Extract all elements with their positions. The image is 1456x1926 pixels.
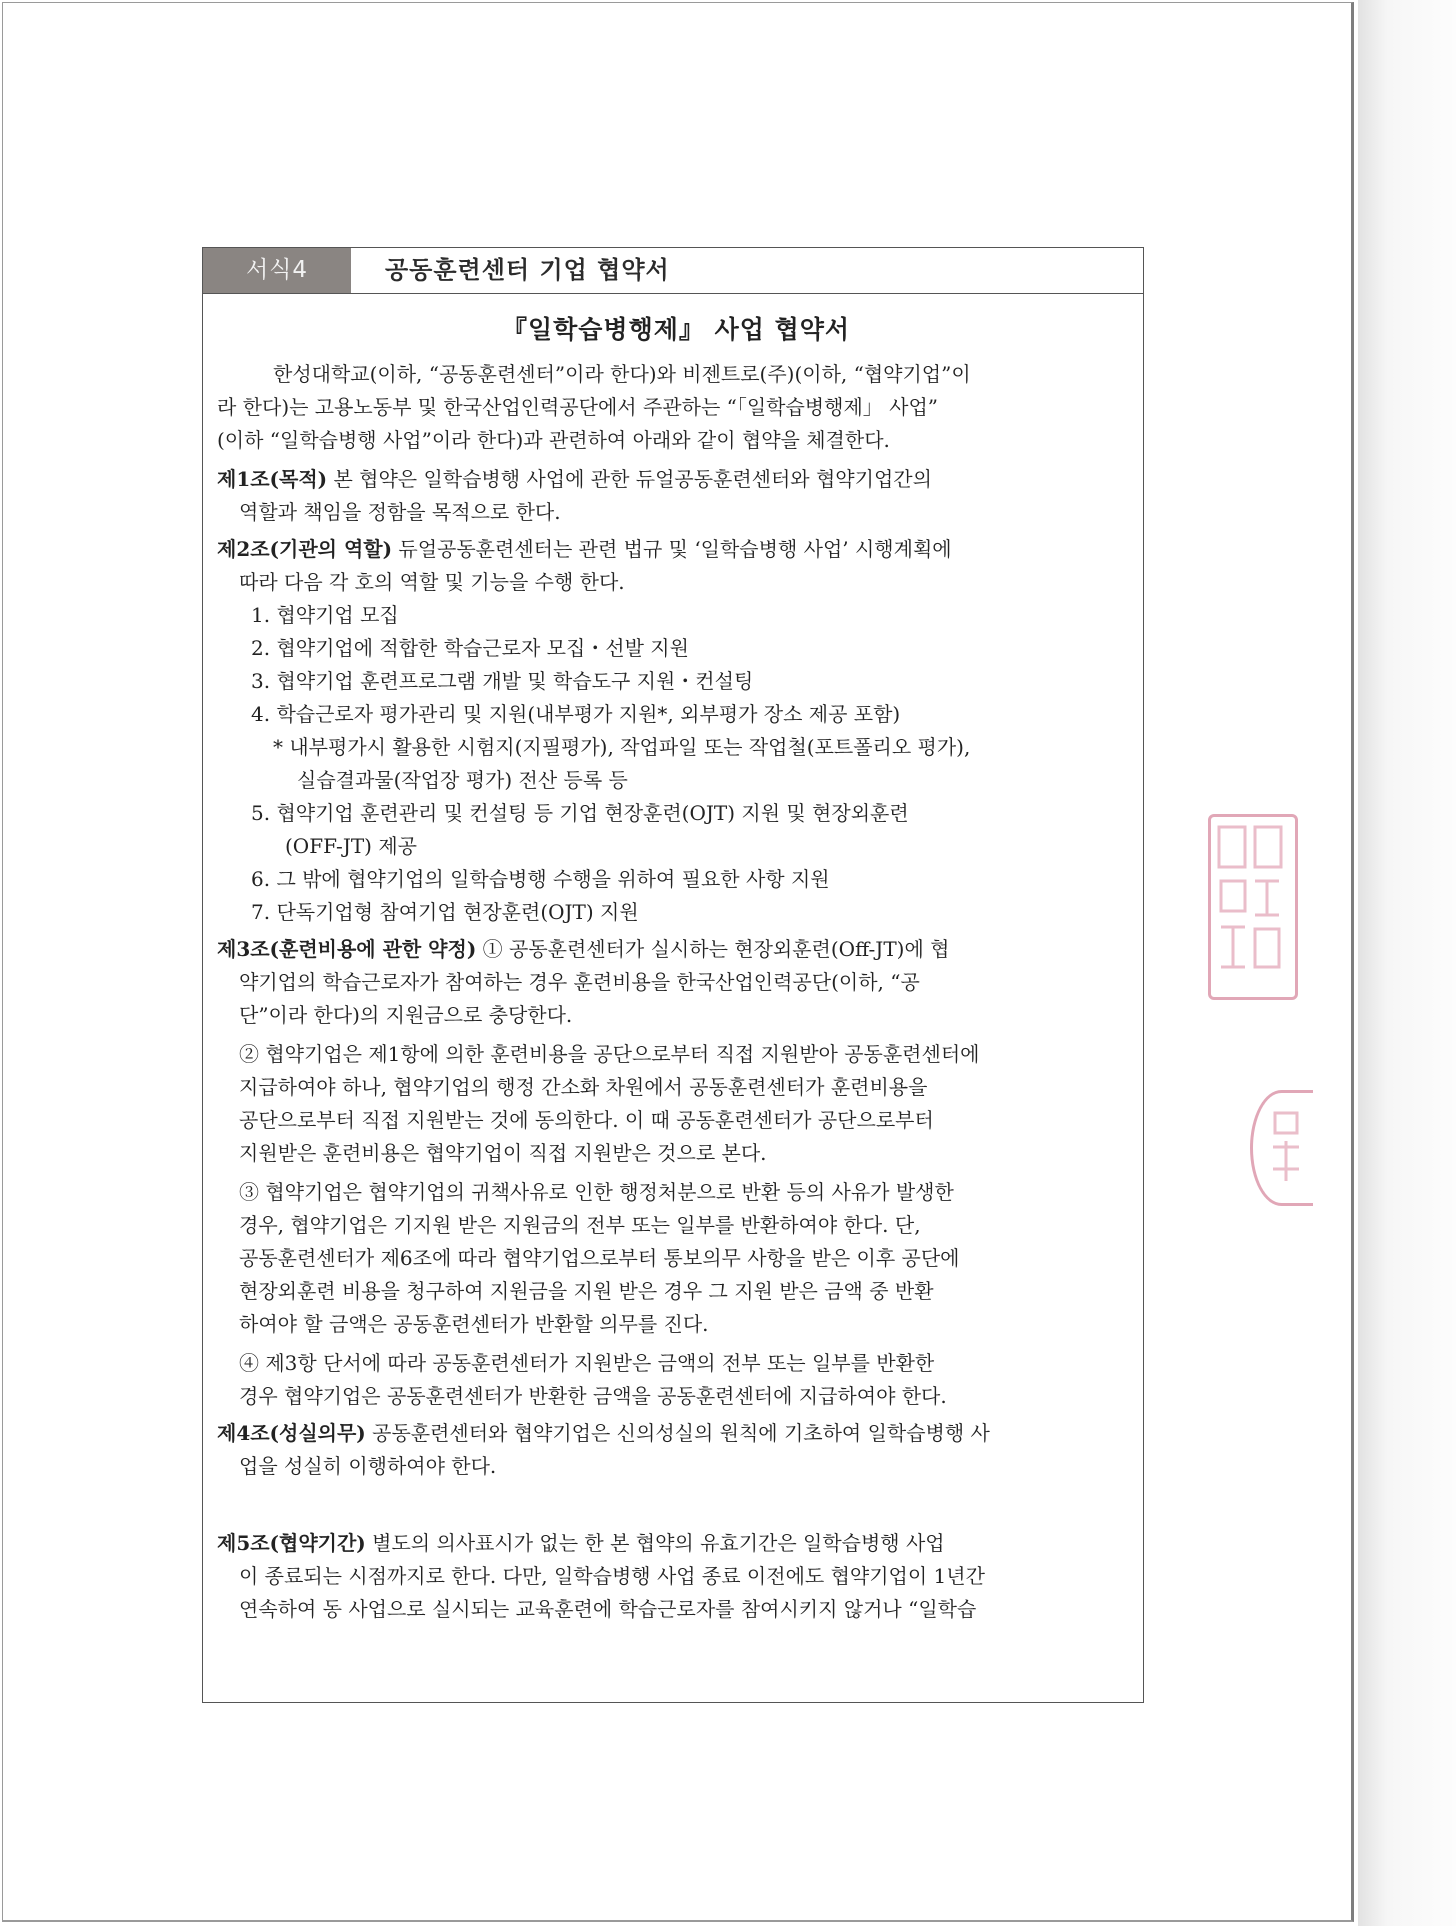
article-5 — [217, 1527, 1135, 1626]
document-title: 『일학습병행제』 사업 협약서 — [501, 315, 851, 344]
seal-stamp-graphic — [1211, 817, 1289, 991]
clause-line: 경우 협약기업은 공동훈련센터가 반환한 금액을 공동훈련센터에 지급하여야 한다. — [239, 1384, 947, 1408]
role-list — [217, 599, 1135, 929]
clause-line: ② 협약기업은 제1항에 의한 훈련비용을 공단으로부터 직접 지원받아 공동훈련센터에 — [239, 1042, 980, 1066]
page-gutter — [1358, 0, 1456, 1926]
document-body — [217, 310, 1135, 1626]
clause-line: 공단으로부터 직접 지원받는 것에 동의한다. 이 때 공동훈련센터가 공단으로부터 — [239, 1108, 934, 1132]
form-number-tab: 서식4 — [203, 248, 351, 293]
article-4-heading: 제4조(성실의무) — [217, 1421, 366, 1445]
clause-3 — [217, 1176, 1135, 1341]
intro-line: 한성대학교(이하, “공동훈련센터”이라 한다)와 비젠트로(주)(이하, “협약기업”이 — [273, 362, 971, 386]
article-line: 업을 성실히 이행하여야 한다. — [239, 1454, 497, 1478]
seal-stamp-partial-graphic — [1253, 1093, 1309, 1197]
article-3-heading: 제3조(훈련비용에 관한 약정) — [217, 937, 477, 961]
intro-paragraph — [217, 358, 1135, 457]
article-line: ① 공동훈련센터가 실시하는 현장외훈련(Off-JT)에 협 — [476, 937, 950, 961]
list-item: 2. 협약기업에 적합한 학습근로자 모집・선발 지원 — [251, 636, 689, 660]
article-line: 공동훈련센터와 협약기업은 신의성실의 원칙에 기초하여 일학습병행 사 — [365, 1421, 990, 1445]
list-item: 7. 단독기업형 참여기업 현장훈련(OJT) 지원 — [251, 900, 639, 924]
clause-line: 공동훈련센터가 제6조에 따라 협약기업으로부터 통보의무 사항을 받은 이후 공단에 — [239, 1246, 960, 1270]
article-line: 단”이라 한다)의 지원금으로 충당한다. — [239, 1003, 573, 1027]
clause-line: 하여야 할 금액은 공동훈련센터가 반환할 의무를 진다. — [239, 1312, 709, 1336]
agreement-form — [202, 247, 1144, 1703]
article-line: 역할과 책임을 정함을 목적으로 한다. — [239, 500, 561, 524]
spacer — [217, 1483, 1135, 1523]
clause-4 — [217, 1347, 1135, 1413]
list-item: 4. 학습근로자 평가관리 및 지원(내부평가 지원*, 외부평가 장소 제공 포함) — [251, 702, 901, 726]
article-1 — [217, 463, 1135, 529]
clause-line: 현장외훈련 비용을 청구하여 지원금을 지원 받은 경우 그 지원 받은 금액 중 반환 — [239, 1279, 934, 1303]
article-line: 연속하여 동 사업으로 실시되는 교육훈련에 학습근로자를 참여시키지 않거나 “일학습 — [239, 1597, 977, 1621]
clause-2 — [217, 1038, 1135, 1170]
article-line: 따라 다음 각 호의 역할 및 기능을 수행 한다. — [239, 570, 625, 594]
clause-line: 경우, 협약기업은 기지원 받은 지원금의 전부 또는 일부를 반환하여야 한다. 단, — [239, 1213, 921, 1237]
form-title: 공동훈련센터 기업 협약서 — [385, 256, 670, 284]
list-item: 5. 협약기업 훈련관리 및 컨설팅 등 기업 현장훈련(OJT) 지원 및 현장외훈련 — [251, 801, 909, 825]
footnote-line: 실습결과물(작업장 평가) 전산 등록 등 — [297, 768, 628, 792]
article-5-heading: 제5조(협약기간) — [217, 1531, 366, 1555]
list-item: 1. 협약기업 모집 — [251, 603, 399, 627]
intro-line: (이하 “일학습병행 사업”이라 한다)과 관련하여 아래와 같이 협약을 체결한다. — [217, 428, 890, 452]
clause-line: ④ 제3항 단서에 따라 공동훈련센터가 지원받은 금액의 전부 또는 일부를 반환한 — [239, 1351, 935, 1375]
article-line: 이 종료되는 시점까지로 한다. 다만, 일학습병행 사업 종료 이전에도 협약기업이 1년간 — [239, 1564, 985, 1588]
seal-stamp-icon — [1208, 814, 1298, 1000]
article-line: 본 협약은 일학습병행 사업에 관한 듀얼공동훈련센터와 협약기업간의 — [327, 467, 932, 491]
footnote-line: * 내부평가시 활용한 시험지(지필평가), 작업파일 또는 작업철(포트폴리오 평가), — [273, 735, 971, 759]
article-line: 약기업의 학습근로자가 참여하는 경우 훈련비용을 한국산업인력공단(이하, “공 — [239, 970, 920, 994]
intro-line: 라 한다)는 고용노동부 및 한국산업인력공단에서 주관하는 “「일학습병행제」 사업” — [217, 395, 938, 419]
list-item: 6. 그 밖에 협약기업의 일학습병행 수행을 위하여 필요한 사항 지원 — [251, 867, 830, 891]
article-3 — [217, 933, 1135, 1413]
article-line: 듀얼공동훈련센터는 관련 법규 및 ‘일학습병행 사업’ 시행계획에 — [392, 537, 952, 561]
clause-line: 지급하여야 하나, 협약기업의 행정 간소화 차원에서 공동훈련센터가 훈련비용을 — [239, 1075, 928, 1099]
clause-line: ③ 협약기업은 협약기업의 귀책사유로 인한 행정처분으로 반환 등의 사유가 발생한 — [239, 1180, 954, 1204]
clause-line: 지원받은 훈련비용은 협약기업이 직접 지원받은 것으로 본다. — [239, 1141, 767, 1165]
article-2 — [217, 533, 1135, 929]
article-2-heading: 제2조(기관의 역할) — [217, 537, 393, 561]
article-line: 별도의 의사표시가 없는 한 본 협약의 유효기간은 일학습병행 사업 — [365, 1531, 945, 1555]
article-1-heading: 제1조(목적) — [217, 467, 328, 491]
article-4 — [217, 1417, 1135, 1483]
list-item-continuation: (OFF-JT) 제공 — [285, 834, 417, 858]
list-item: 3. 협약기업 훈련프로그램 개발 및 학습도구 지원・컨설팅 — [251, 669, 754, 693]
seal-stamp-partial-icon — [1250, 1090, 1313, 1206]
form-header — [203, 248, 1143, 294]
